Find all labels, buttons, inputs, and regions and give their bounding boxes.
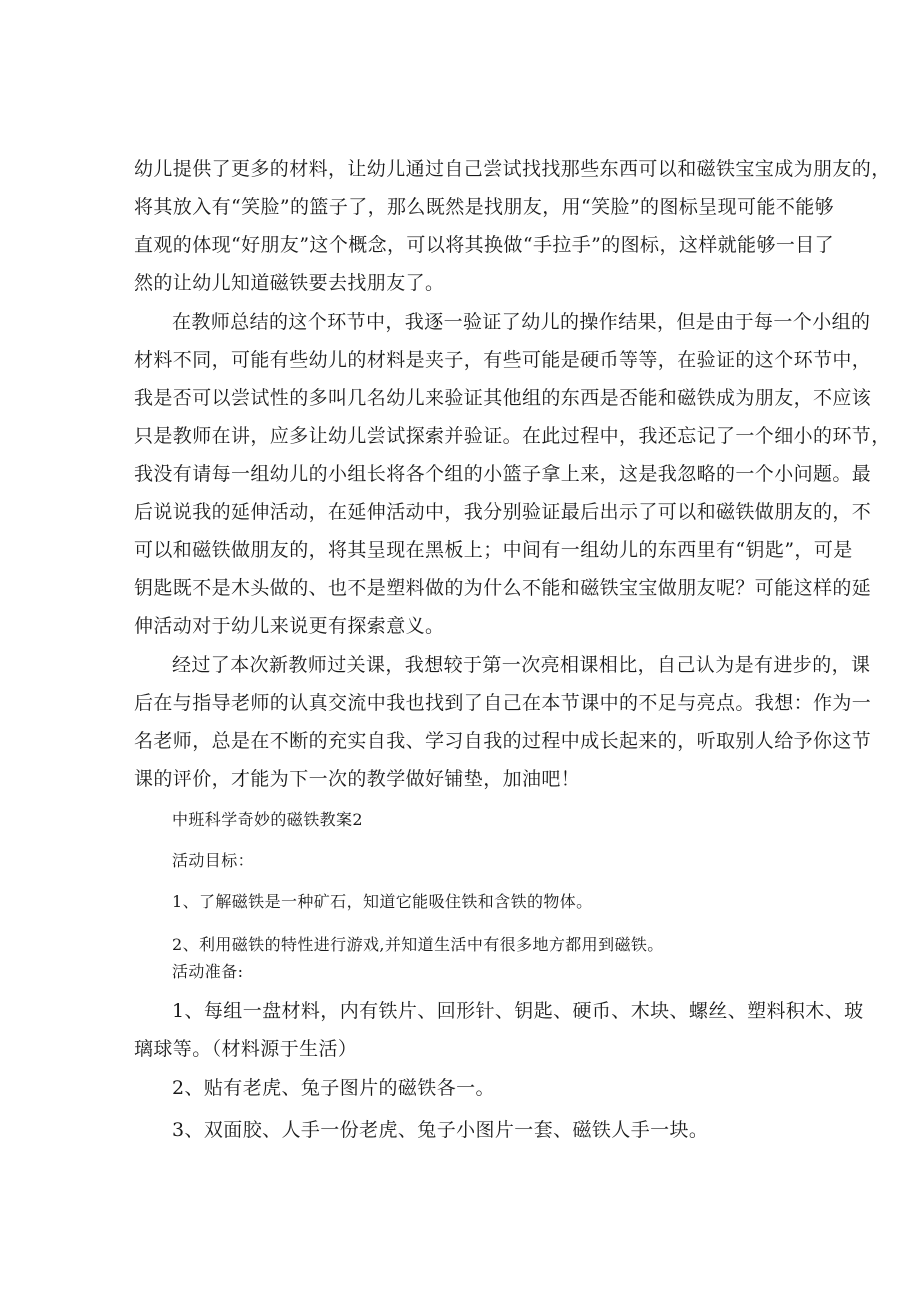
prep-heading: 活动准备: bbox=[172, 962, 244, 981]
paragraph-1-line-4: 然的让幼儿知道磁铁要去找朋友了。 bbox=[134, 272, 445, 294]
paragraph-2-line-6: 后说说我的延伸活动，在延伸活动中，我分别验证最后出示了可以和磁铁做朋友的，不 bbox=[134, 501, 872, 523]
goal-item-2: 2、利用磁铁的特性进行游戏,并知道生活中有很多地方都用到磁铁。 bbox=[172, 935, 664, 954]
paragraph-2-line-2: 材料不同，可能有些幼儿的材料是夹子，有些可能是硬币等等，在验证的这个环节中， bbox=[134, 349, 872, 371]
prep-item-1-line-1: 1、每组一盘材料，内有铁片、回形针、钥匙、硬币、木块、螺丝、塑料积木、玻 bbox=[172, 1000, 864, 1022]
paragraph-2-line-3: 我是否可以尝试性的多叫几名幼儿来验证其他组的东西是否能和磁铁成为朋友，不应该 bbox=[134, 387, 872, 409]
prep-item-2: 2、贴有老虎、兔子图片的磁铁各一。 bbox=[172, 1077, 495, 1099]
prep-item-1-line-2: 璃球等。（材料源于生活） bbox=[134, 1038, 358, 1060]
paragraph-3-line-1: 经过了本次新教师过关课，我想较于第一次亮相课相比，自己认为是有进步的，课 bbox=[172, 654, 871, 676]
paragraph-3-line-2: 后在与指导老师的认真交流中我也找到了自己在本节课中的不足与亮点。我想：作为一 bbox=[134, 692, 872, 714]
section-title: 中班科学奇妙的磁铁教案2 bbox=[172, 810, 363, 829]
paragraph-2-line-9: 伸活动对于幼儿来说更有探索意义。 bbox=[134, 615, 445, 637]
paragraph-2-line-4: 只是教师在讲，应多让幼儿尝试探索并验证。在此过程中，我还忘记了一个细小的环节， bbox=[134, 425, 891, 447]
paragraph-1-line-3: 直观的体现“好朋友”这个概念，可以将其换做“手拉手”的图标，这样就能够一目了 bbox=[134, 234, 835, 256]
goal-item-1: 1、了解磁铁是一种矿石，知道它能吸住铁和含铁的物体。 bbox=[172, 892, 593, 911]
paragraph-1-line-1: 幼儿提供了更多的材料，让幼儿通过自己尝试找找那些东西可以和磁铁宝宝成为朋友的， bbox=[134, 158, 891, 180]
paragraph-2-line-1: 在教师总结的这个环节中，我逐一验证了幼儿的操作结果，但是由于每一个小组的 bbox=[172, 311, 871, 333]
goals-heading: 活动目标： bbox=[172, 851, 255, 870]
paragraph-2-line-7: 可以和磁铁做朋友的，将其呈现在黑板上；中间有一组幼儿的东西里有“钥匙”，可是 bbox=[134, 539, 853, 561]
paragraph-1-line-2: 将其放入有“笑脸”的篮子了，那么既然是找朋友，用“笑脸”的图标呈现可能不能够 bbox=[134, 196, 835, 218]
paragraph-2-line-8: 钥匙既不是木头做的、也不是塑料做的为什么不能和磁铁宝宝做朋友呢？可能这样的延 bbox=[134, 577, 872, 599]
paragraph-3-line-4: 课的评价，才能为下一次的教学做好铺垫，加油吧！ bbox=[134, 768, 581, 790]
paragraph-2-line-5: 我没有请每一组幼儿的小组长将各个组的小篮子拿上来，这是我忽略的一个小问题。最 bbox=[134, 463, 872, 485]
prep-item-3: 3、双面胶、人手一份老虎、兔子小图片一套、磁铁人手一块。 bbox=[172, 1119, 709, 1141]
paragraph-3-line-3: 名老师，总是在不断的充实自我、学习自我的过程中成长起来的，听取别人给予你这节 bbox=[134, 730, 872, 752]
